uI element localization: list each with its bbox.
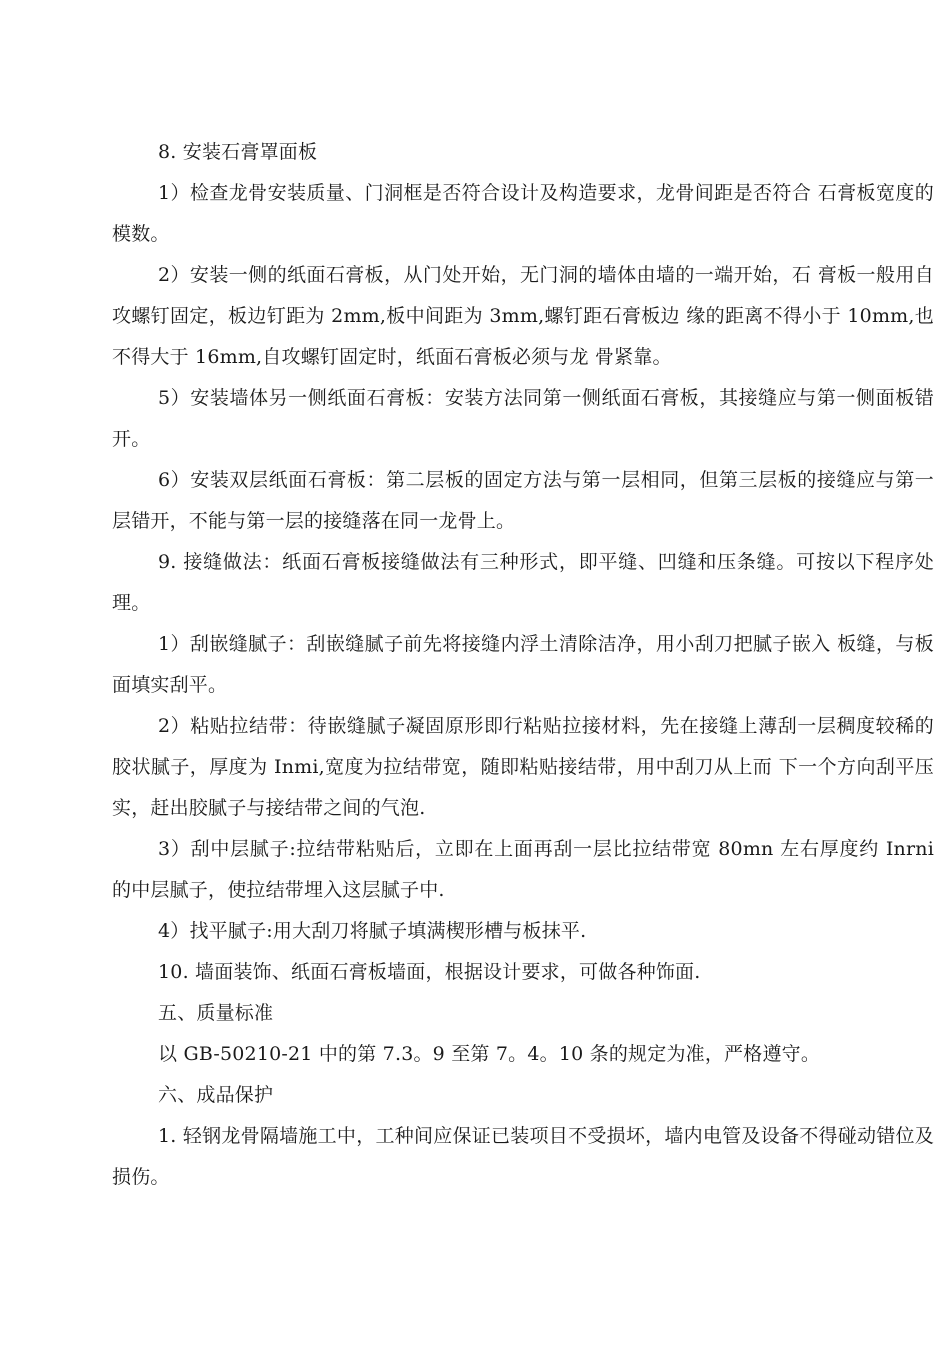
step-9-item-2: 2）粘贴拉结带：待嵌缝腻子凝固原形即行粘贴拉接材料，先在接缝上薄刮一层稠度较稀的胶状腻子，厚度为 Inmi,宽度为拉结带宽，随即粘贴接结带，用中刮刀从上而 下一个方向刮平压实，赶出胶腻子与接结带之间的气泡. <box>112 715 934 819</box>
step-8-item-2: 2）安装一侧的纸面石膏板，从门处开始，无门洞的墙体由墙的一端开始，石 膏板一般用自攻螺钉固定，板边钉距为 2mm,板中间距为 3mm,螺钉距石膏板边 缘的距离不得小于 10mm,也不得大于 16mm,自攻螺钉固定时，纸面石膏板必须与龙 骨紧靠。 <box>112 264 934 368</box>
protection-item-1: 1. 轻钢龙骨隔墙施工中，工种间应保证已装项目不受损坏，墙内电管及设备不得碰动错位及损伤。 <box>112 1125 934 1188</box>
step-10-paragraph: 10. 墙面装饰、纸面石膏板墙面，根据设计要求，可做各种饰面. <box>158 961 701 983</box>
step-9-item-4: 4）找平腻子:用大刮刀将腻子填满楔形槽与板抹平. <box>158 920 587 942</box>
document-body <box>112 132 934 1198</box>
step-9-item-3: 3）刮中层腻子:拉结带粘贴后，立即在上面再刮一层比拉结带宽 80mn 左右厚度约 Inrni 的中层腻子，使拉结带埋入这层腻子中. <box>112 838 934 901</box>
section-5-heading: 五、质量标准 <box>158 1002 274 1024</box>
step-9-item-1: 1）刮嵌缝腻子：刮嵌缝腻子前先将接缝内浮土清除洁净，用小刮刀把腻子嵌入 板缝，与板面填实刮平。 <box>112 633 934 696</box>
step-8-heading: 8. 安装石膏罩面板 <box>158 141 318 163</box>
step-8-item-5: 5）安装墙体另一侧纸面石膏板：安装方法同第一侧纸面石膏板，其接缝应与第一侧面板错开。 <box>112 387 934 450</box>
step-8-item-1: 1）检查龙骨安装质量、门洞框是否符合设计及构造要求，龙骨间距是否符合 石膏板宽度的模数。 <box>112 182 934 245</box>
step-8-item-6: 6）安装双层纸面石膏板：第二层板的固定方法与第一层相同，但第三层板的接缝应与第一层错开，不能与第一层的接缝落在同一龙骨上。 <box>112 469 934 532</box>
quality-standard-paragraph: 以 GB-50210-21 中的第 7.3。9 至第 7。4。10 条的规定为准，严格遵守。 <box>158 1043 821 1065</box>
step-9-heading: 9. 接缝做法：纸面石膏板接缝做法有三种形式，即平缝、凹缝和压条缝。可按以下程序处理。 <box>112 551 934 614</box>
section-6-heading: 六、成品保护 <box>158 1084 274 1106</box>
